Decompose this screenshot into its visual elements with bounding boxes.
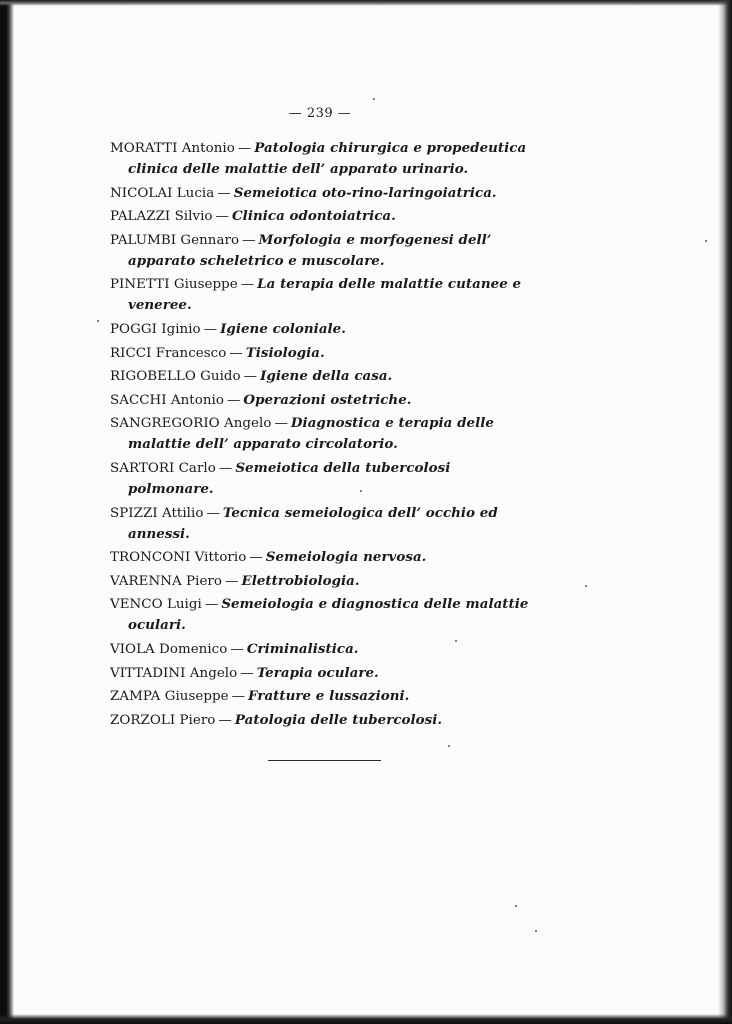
dash-separator: —: [218, 460, 233, 476]
list-item: [110, 343, 540, 364]
course-title: Tisiologia.: [245, 344, 325, 361]
lecturer-name: POGGI Iginio: [110, 321, 201, 337]
list-item: [110, 319, 540, 340]
dash-separator: —: [242, 232, 256, 248]
lecturer-name: VARENNA Piero: [110, 573, 222, 589]
list-item: [110, 503, 540, 545]
lecturer-name: PINETTI Giuseppe: [110, 277, 238, 293]
lecturer-name: SARTORI Carlo: [110, 460, 216, 476]
dash-separator: —: [240, 277, 255, 293]
dash-separator: —: [204, 597, 219, 613]
course-title: Elettrobiologia.: [241, 572, 360, 589]
scan-speck: [585, 585, 587, 587]
course-title: Patologia chirurgica e propedeutica clinica delle malattie dell’ apparato urinario.: [128, 140, 527, 177]
dash-separator: —: [230, 641, 244, 657]
lecturer-name: RICCI Francesco: [110, 345, 227, 361]
scan-speck: [705, 240, 707, 242]
lecturer-name: RIGOBELLO Guido: [110, 369, 241, 385]
dash-separator: —: [206, 505, 220, 521]
course-title: Igiene della casa.: [260, 368, 393, 385]
scan-edge-bottom: [0, 1014, 732, 1024]
list-item: [110, 547, 540, 568]
course-title: Diagnostica e terapia delle malattie dell’ apparato circolatorio.: [128, 415, 494, 453]
dash-separator: —: [249, 550, 263, 566]
list-item: [110, 571, 540, 592]
list-item: [110, 663, 540, 684]
lecturer-name: TRONCONI Vittorio: [110, 550, 247, 566]
lecturer-name: VIOLA Domenico: [110, 641, 228, 657]
dash-separator: —: [243, 369, 258, 385]
course-title: Morfologia e morfogenesi dell’ apparato scheletrico e muscolare.: [128, 231, 492, 269]
scan-speck: [448, 745, 450, 747]
page-number: — 239 —: [288, 106, 352, 121]
course-title: Semeiologia nervosa.: [265, 549, 427, 566]
scan-speck: [455, 640, 457, 642]
list-item: [110, 710, 540, 731]
list-item: [110, 183, 540, 204]
course-title: Tecnica semeiologica dell’ occhio ed annessi.: [128, 504, 498, 542]
lecturer-name: MORATTI Antonio: [110, 141, 235, 156]
list-item: [110, 639, 540, 660]
dash-separator: —: [229, 345, 243, 361]
list-item: [110, 390, 540, 411]
scan-edge-left: [0, 0, 14, 1024]
dash-separator: —: [274, 416, 288, 432]
course-title: Criminalistica.: [246, 640, 359, 657]
list-item: [110, 138, 540, 180]
lecturer-name: SANGREGORIO Angelo: [110, 416, 272, 432]
list-item: [110, 230, 540, 272]
course-title: Operazioni ostetriche.: [243, 391, 412, 408]
dash-separator: —: [215, 209, 229, 225]
lecturer-name: SACCHI Antonio: [110, 392, 224, 408]
course-title: Semeiotica della tubercolosi polmonare.: [128, 459, 451, 497]
dash-separator: —: [224, 573, 239, 589]
lecturer-name: SPIZZI Attilio: [110, 505, 204, 521]
lecturer-name: ZORZOLI Piero: [110, 712, 216, 728]
list-item: [110, 274, 540, 316]
scan-speck: [515, 905, 517, 907]
list-item: [110, 206, 540, 227]
dash-separator: —: [203, 321, 218, 337]
lecturer-name: VITTADINI Angelo: [110, 665, 238, 681]
scan-speck: [97, 320, 99, 322]
list-item: [110, 686, 540, 707]
course-title: Semeiologia e diagnostica delle malattie oculari.: [128, 596, 529, 634]
scan-speck: [373, 98, 375, 100]
lecturer-name: NICOLAI Lucia: [110, 185, 215, 201]
dash-separator: —: [218, 712, 232, 728]
list-item: [110, 594, 540, 636]
scan-edge-top: [0, 0, 732, 6]
dash-separator: —: [226, 392, 241, 408]
dash-separator: —: [231, 689, 246, 705]
dash-separator: —: [237, 141, 252, 156]
course-title: La terapia delle malattie cutanee e veneree.: [128, 276, 522, 314]
list-item: [110, 458, 540, 500]
course-title: Terapia oculare.: [256, 664, 379, 681]
lecturer-name: PALUMBI Gennaro: [110, 232, 240, 248]
course-title: Fratture e lussazioni.: [248, 688, 410, 705]
course-title: Patologia delle tubercolosi.: [234, 711, 443, 728]
dash-separator: —: [240, 665, 254, 681]
scan-speck: [535, 930, 537, 932]
lecturer-name: VENCO Luigi: [110, 597, 202, 613]
dash-separator: —: [217, 185, 231, 201]
list-item: [110, 366, 540, 387]
lecturer-name: ZAMPA Giuseppe: [110, 689, 229, 705]
course-title: Clinica odontoiatrica.: [231, 208, 396, 225]
faculty-list: [110, 138, 540, 733]
course-title: Igiene coloniale.: [220, 320, 346, 337]
scan-speck: [360, 490, 362, 492]
scan-edge-right: [718, 0, 732, 1024]
course-title: Semeiotica oto-rino-laringoiatrica.: [233, 184, 497, 201]
list-item: [110, 413, 540, 455]
lecturer-name: PALAZZI Silvio: [110, 209, 213, 225]
closing-rule: [268, 760, 381, 761]
